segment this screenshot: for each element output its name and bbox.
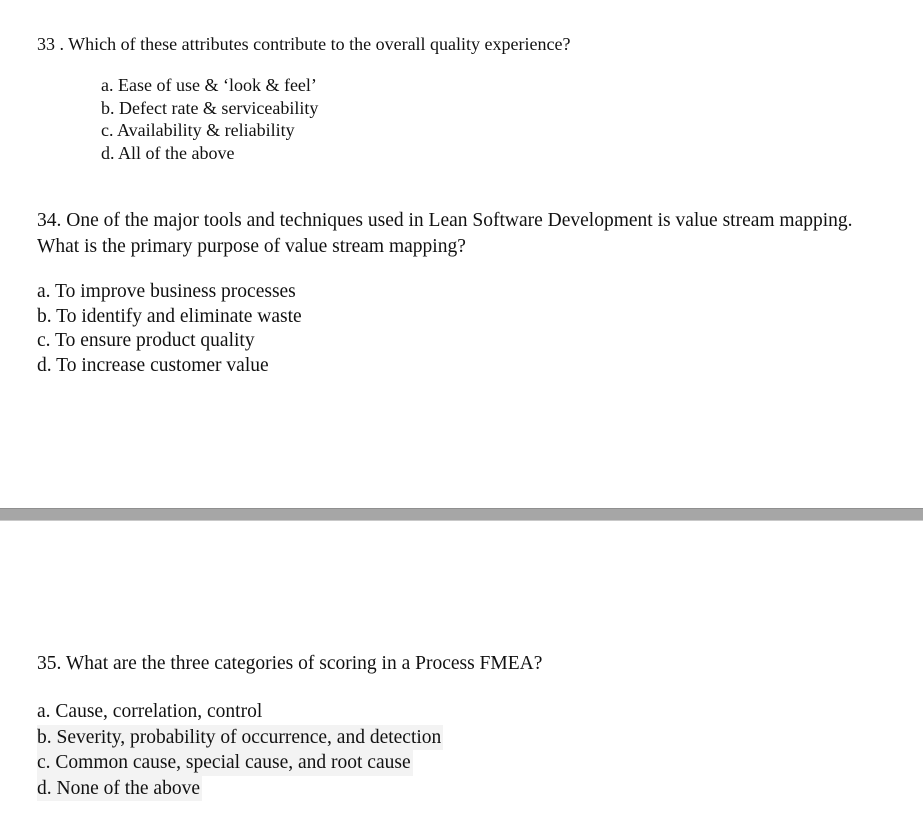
question-34-stem: 34. One of the major tools and techniques used in Lean Software Development is value stream mapping. What is the primary purpose of value stream mapping?	[37, 210, 853, 257]
option-33-d: d. All of the above	[101, 142, 235, 163]
option-34-b: b. To identify and eliminate waste	[37, 305, 302, 327]
question-33	[37, 32, 897, 164]
option-34-a: a. To improve business processes	[37, 281, 296, 302]
option-34-c: c. To ensure product quality	[37, 330, 255, 351]
option-33-c: c. Availability & reliability	[101, 120, 295, 140]
question-33-options	[101, 74, 897, 164]
option-33-a: a. Ease of use & ‘look & feel’	[101, 75, 317, 95]
option-33-b: b. Defect rate & serviceability	[101, 97, 319, 118]
option-34-d: d. To increase customer value	[37, 354, 269, 376]
option-35-c: c. Common cause, special cause, and root cause	[37, 750, 413, 776]
question-34-options	[37, 280, 897, 378]
question-33-stem: 33 . Which of these attributes contribute to the overall quality experience?	[37, 34, 571, 54]
option-35-a: a. Cause, correlation, control	[37, 701, 263, 722]
option-35-b: b. Severity, probability of occurrence, and detection	[37, 725, 443, 751]
question-34	[37, 208, 897, 378]
option-35-d: d. None of the above	[37, 776, 202, 802]
page-separator	[0, 508, 923, 521]
question-35-stem: 35. What are the three categories of scoring in a Process FMEA?	[37, 653, 543, 674]
question-35-options	[37, 699, 897, 801]
question-35	[37, 651, 897, 801]
